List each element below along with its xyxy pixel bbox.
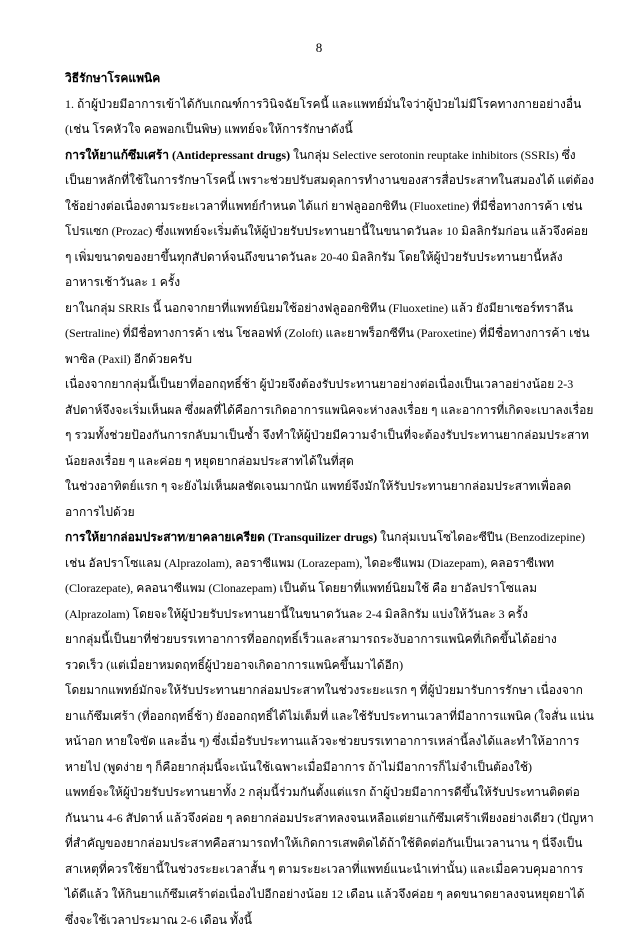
section-heading: วิธีรักษาโรคแพนิค (65, 71, 161, 85)
bold-term-tranquilizer: การให้ยากล่อมประสาท/ยาคลายเครียด (Transquilizer drugs) (65, 530, 378, 544)
paragraph-fast-acting (65, 627, 595, 678)
paragraph-text: แพทย์จะให้ผู้ป่วยรับประทานยาทั้ง 2 กลุ่มนี้ร่วมกันตั้งแต่แรก ถ้าผู้ป่วยมีอาการดีขึ้นให้รับประทานติดต่อกันนาน 4-6 สัปดาห์ แล้วจึงค่อย ๆ ลดยากล่อมประสาทลงจนเหลือแต่ยาแก้ซึมเศร้าเพียงอย่างเดียว (ปัญหาที่สำคัญของยากล่อมประสาทคือสามารถทำให้เกิดการเสพติดได้ถ้าใช้ติดต่อกันเป็นเวลานาน ๆ นี่จึงเป็นสาเหตุที่ควรใช้ยานี้ในช่วงระยะเวลาสั้น ๆ ตามระยะเวลาที่แพทย์แนะนำเท่านั้น) และเมื่อควบคุมอาการได้ดีแล้ว ให้กินยาแก้ซึมเศร้าต่อเนื่องไปอีกอย่างน้อย 12 เดือน แล้วจึงค่อย ๆ ลดขนาดยาลงจนหยุดยาได้ ซึ่งจะใช้เวลาประมาณ 2-6 เดือน ทั้งนี้ (65, 785, 594, 927)
paragraph-text: ในกลุ่มเบนโซไดอะซีปีน (Benzodizepine) เช่น อัลปราโซแลม (Alprazolam), ลอราซีแพม (Lorazepam), ไดอะซีแพม (Diazepam), คลอราซีเพท (Clorazepate), คลอนาซีแพม (Clonazepam) เป็นต้น โดยยาที่แพทย์นิยมใช้ คือ ยาอัลปราโซแลม (Alprazolam) โดยจะให้ผู้ป่วยรับประทานยานี้ในขนาดวันละ 2-4 มิลลิกรัม แบ่งให้วันละ 3 ครั้ง (65, 530, 585, 621)
bold-term-antidepressant: การให้ยาแก้ซึมเศร้า (Antidepressant drugs) (65, 147, 291, 162)
page-number: 8 (315, 40, 323, 55)
paragraph-ssri-other-drugs (65, 296, 595, 373)
paragraph-text: โดยมากแพทย์มักจะให้รับประทานยากล่อมประสาทในช่วงระยะแรก ๆ ที่ผู้ป่วยมารับการรักษา เนื่องจากยาแก้ซึมเศร้า (ที่ออกฤทธิ์ช้า) ยังออกฤทธิ์ได้ไม่เต็มที่ และใช้รับประทานเวลาที่มีอาการแพนิค (ใจสั่น แน่นหน้าอก หายใจขัด และอื่น ๆ) ซึ่งเมื่อรับประทานแล้วจะช่วยบรรเทาอาการเหล่านี้ลงได้และทำให้อาการหายไป (พูดง่าย ๆ ก็คือยากลุ่มนี้จะเน้นใช้เฉพาะเมื่อมีอาการ ถ้าไม่มีอาการก็ไม่จำเป็นต้องใช้) (65, 683, 594, 774)
page-body (65, 66, 595, 933)
paragraph-first-weeks (65, 474, 595, 525)
paragraph-text: ในช่วงอาทิตย์แรก ๆ จะยังไม่เห็นผลชัดเจนมากนัก แพทย์จึงมักให้รับประทานยากล่อมประสาทเพื่อลดอาการไปด้วย (65, 479, 572, 519)
paragraph-tranquilizer (65, 525, 595, 627)
paragraph-intro (65, 92, 595, 143)
paragraph-text: ในกลุ่ม Selective serotonin reuptake inhibitors (SSRIs) ซึ่งเป็นยาหลักที่ใช้ในการรักษาโรคนี้ เพราะช่วยปรับสมดุลการทำงานของสารสื่อประสาทในสมองได้ แต่ต้องใช้อย่างต่อเนื่องตามระยะเวลาที่แพทย์กำหนด ได้แก่ ยาฟลูออกซิทีน (Fluoxetine) ที่มีชื่อทางการค้า เช่น โปรแซก (Prozac) ซึ่งแพทย์จะเริ่มต้นให้ผู้ป่วยรับประทานยานี้ในขนาดวันละ 10 มิลลิกรัมก่อน แล้วจึงค่อย ๆ เพิ่มขนาดของยาขึ้นทุกสัปดาห์จนถึงขนาดวันละ 20-40 มิลลิกรัม โดยให้ผู้ป่วยรับประทานยานี้หลังอาหารเช้าวันละ 1 ครั้ง (65, 147, 595, 289)
paragraph-text: ยาในกลุ่ม SRRIs นี้ นอกจากยาที่แพทย์นิยมใช้อย่างฟลูออกซิทีน (Fluoxetine) แล้ว ยังมียาเซอร์ทราลีน (Sertraline) ที่มีชื่อทางการค้า เช่น โซลอฟท์ (Zoloft) และยาพร็อกซีทีน (Paroxetine) ที่มีชื่อทางการค้า เช่น พาซิล (Paxil) อีกด้วยครับ (65, 300, 590, 366)
paragraph-combined-therapy (65, 780, 595, 933)
paragraph-antidepressant (65, 143, 595, 296)
paragraph-slow-onset (65, 372, 595, 474)
paragraph-text: 1. ถ้าผู้ป่วยมีอาการเข้าได้กับเกณฑ์การวินิจฉัยโรคนี้ และแพทย์มั่นใจว่าผู้ป่วยไม่มีโรคทางกายอย่างอื่น (เช่น โรคหัวใจ คอพอกเป็นพิษ) แพทย์จะให้การรักษาดังนี้ (65, 96, 582, 136)
paragraph-text: เนื่องจากยากลุ่มนี้เป็นยาที่ออกฤทธิ์ช้า ผู้ป่วยจึงต้องรับประทานยาอย่างต่อเนื่องเป็นเวลาอย่างน้อย 2-3 สัปดาห์จึงจะเริ่มเห็นผล ซึ่งผลที่ได้คือการเกิดอาการแพนิคจะห่างลงเรื่อย ๆ และอาการที่เกิดจะเบาลงเรื่อย ๆ รวมทั้งช่วยป้องกันการกลับมาเป็นซ้ำ จึงทำให้ผู้ป่วยมีความจำเป็นที่จะต้องรับประทานยากล่อมประสาทน้อยลงเรื่อย ๆ และค่อย ๆ หยุดยากล่อมประสาทได้ในที่สุด (65, 377, 594, 468)
paragraph-text: ยากลุ่มนี้เป็นยาที่ช่วยบรรเทาอาการที่ออกฤทธิ์เร็วและสามารถระงับอาการแพนิคที่เกิดขึ้นได้อย่างรวดเร็ว (แต่เมื่อยาหมดฤทธิ์ผู้ป่วยอาจเกิดอาการแพนิคขึ้นมาได้อีก) (65, 632, 557, 672)
paragraph-early-phase (65, 678, 595, 780)
